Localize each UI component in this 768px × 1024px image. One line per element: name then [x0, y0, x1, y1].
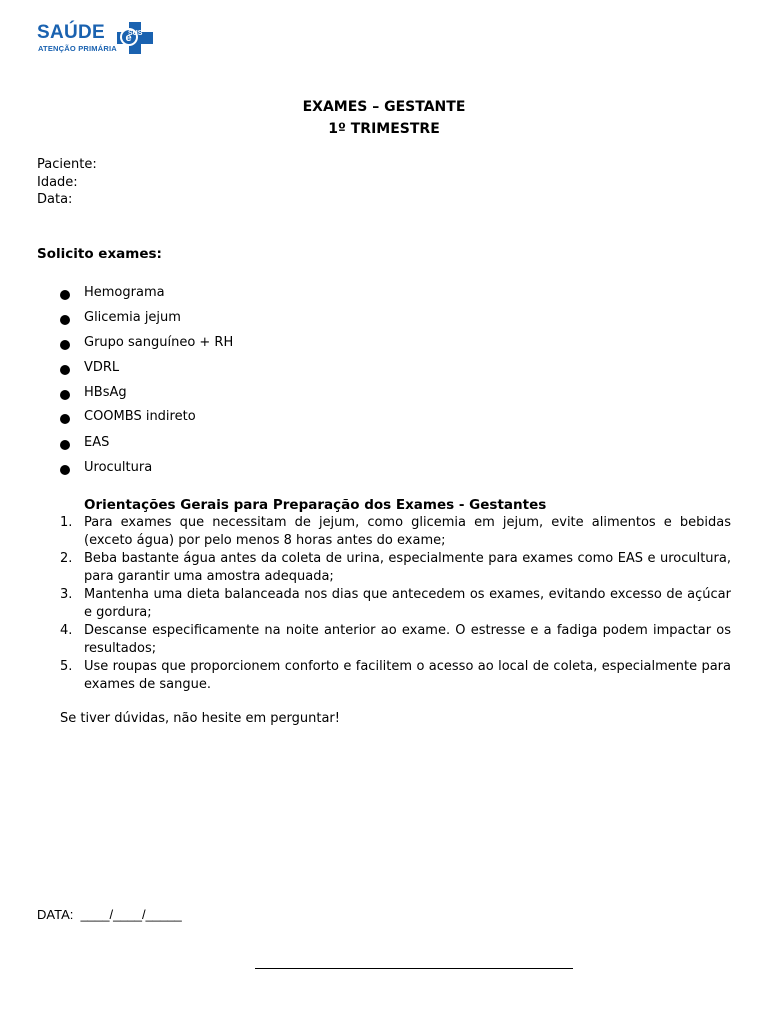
exam-name: EAS — [84, 435, 110, 450]
logo-subtitle: ATENÇÃO PRIMÁRIA — [38, 44, 117, 53]
exam-name: Grupo sanguíneo + RH — [84, 335, 234, 350]
guidance-item-number: 2. — [60, 551, 73, 566]
exam-name: Urocultura — [84, 460, 153, 475]
document-subtitle: 1º TRIMESTRE — [328, 121, 440, 137]
esus-cross-icon — [115, 20, 155, 56]
guidance-item-number: 3. — [60, 587, 73, 602]
guidance-item-text: Use roupas que proporcionem conforto e facilitem o acesso ao local de coleta, especialmente para exames de sangue. — [84, 659, 731, 692]
exam-name: VDRL — [84, 360, 120, 375]
exam-name: Hemograma — [84, 285, 165, 300]
guidance-item-text: Beba bastante água antes da coleta de urina, especialmente para exames como EAS e urocultura, para garantir uma amostra adequada; — [84, 551, 731, 584]
guidance-list — [60, 514, 731, 694]
date-field-label: DATA: ____/____/_____ — [37, 907, 182, 922]
signature-line — [255, 968, 573, 969]
closing-note: Se tiver dúvidas, não hesite em perguntar! — [60, 711, 340, 726]
guidance-item — [60, 586, 731, 622]
exam-name: Glicemia jejum — [84, 310, 181, 325]
guidance-item-text: Mantenha uma dieta balanceada nos dias que antecedem os exames, evitando excesso de açúcar e gordura; — [84, 587, 731, 620]
document-title: EXAMES – GESTANTE — [302, 99, 466, 115]
bullet-icon — [60, 465, 70, 475]
patient-name-label: Paciente: — [37, 157, 97, 172]
guidance-item-number: 5. — [60, 659, 73, 674]
guidance-item-number: 4. — [60, 623, 73, 638]
guidance-item-number: 1. — [60, 515, 73, 530]
svg-text:e: e — [125, 32, 132, 44]
exam-name: HBsAg — [84, 385, 127, 400]
saude-aps-logo — [37, 20, 161, 56]
guidance-item — [60, 514, 731, 550]
bullet-icon — [60, 414, 70, 424]
guidance-heading: Orientações Gerais para Preparação dos Exames - Gestantes — [84, 497, 547, 513]
guidance-item-text: Para exames que necessitam de jejum, como glicemia em jejum, evite alimentos e bebidas (exceto água) por pelo menos 8 horas antes do exame; — [84, 515, 731, 548]
guidance-item — [60, 622, 731, 658]
bullet-icon — [60, 440, 70, 450]
exam-name: COOMBS indireto — [84, 409, 196, 424]
logo-badge-text: SUS — [128, 30, 143, 37]
bullet-icon — [60, 365, 70, 375]
exam-request-heading: Solicito exames: — [37, 246, 162, 262]
guidance-item-text: Descanse especificamente na noite anterior ao exame. O estresse e a fadiga podem impactar os resultados; — [84, 623, 731, 656]
patient-age-label: Idade: — [37, 175, 78, 190]
bullet-icon — [60, 290, 70, 300]
guidance-item — [60, 658, 731, 694]
bullet-icon — [60, 340, 70, 350]
bullet-icon — [60, 390, 70, 400]
patient-date-label: Data: — [37, 192, 73, 207]
logo-brand-text: SAÚDE — [37, 22, 106, 43]
guidance-item — [60, 550, 731, 586]
bullet-icon — [60, 315, 70, 325]
